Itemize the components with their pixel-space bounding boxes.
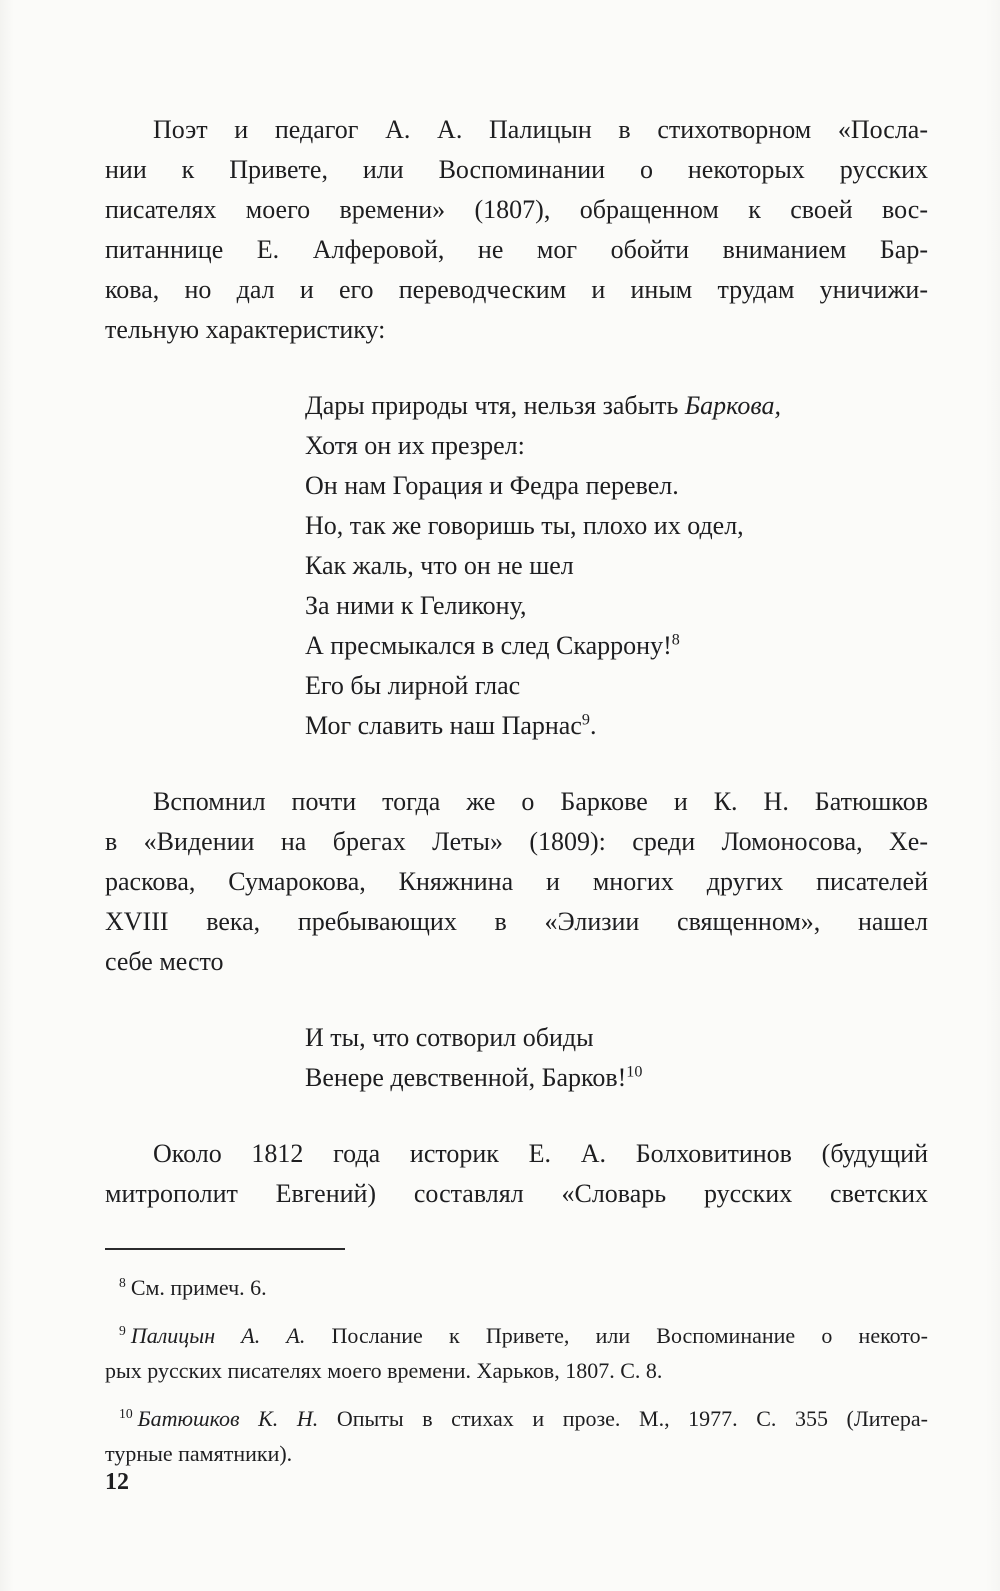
footnote-author-italic: Палицын А. А. (130, 1323, 306, 1348)
poem-text: Дары природы чтя, нельзя забыть (305, 391, 685, 420)
paragraph-1 (105, 110, 928, 350)
paragraph-line: Поэт и педагог А. А. Палицын в стихотворном «Посла- (153, 115, 928, 144)
footnote-line (105, 1318, 928, 1353)
poem-line: И ты, что сотворил обиды (305, 1023, 594, 1052)
footnote-text: Опыты в стихах и прозе. М., 1977. С. 355 (Литера- (318, 1406, 928, 1431)
paragraph-line: в «Видении на брегах Леты» (1809): среди Ломоносова, Хе- (105, 827, 928, 856)
footnote-number: 8 (119, 1274, 126, 1290)
poem-quote-2 (305, 1018, 928, 1098)
paragraph-line: Вспомнил почти тогда же о Баркове и К. Н. Батюшков (153, 787, 928, 816)
paragraph-line: питаннице Е. Алферовой, не мог обойти вниманием Бар- (105, 235, 928, 264)
footnote-number: 10 (119, 1405, 133, 1421)
footnote-line (105, 1401, 928, 1436)
poem-quote-1 (305, 386, 928, 746)
footnote-ref-8: 8 (671, 631, 680, 649)
paragraph-2 (105, 782, 928, 982)
footnotes-section (105, 1270, 928, 1471)
poem-line: Как жаль, что он не шел (305, 551, 574, 580)
paragraph-line: раскова, Сумарокова, Княжнина и многих других писателей (105, 867, 928, 896)
footnote-line: турные памятники). (105, 1441, 293, 1466)
poem-line: За ними к Геликону, (305, 591, 527, 620)
footnote-line (105, 1270, 928, 1305)
poem-line: Хотя он их презрел: (305, 431, 525, 460)
poem-text: Венере девственной, Барков! (305, 1063, 627, 1092)
poem-line: Его бы лирной глас (305, 671, 521, 700)
footnote-author-italic: Батюшков К. Н. (137, 1406, 319, 1431)
footnote-9 (105, 1318, 928, 1388)
poem-text: Мог славить наш Парнас (305, 711, 582, 740)
paragraph-3 (105, 1134, 928, 1214)
paragraph-line: себе место (105, 947, 224, 976)
footnote-8 (105, 1270, 928, 1305)
poem-line: Но, так же говоришь ты, плохо их одел, (305, 511, 744, 540)
paragraph-line: кова, но дал и его переводческим и иным трудам уничижи- (105, 275, 928, 304)
footnote-ref-9: 9 (581, 711, 590, 729)
paragraph-line: митрополит Евгений) составлял «Словарь русских светских (105, 1179, 928, 1208)
paragraph-line: XVIII века, пребывающих в «Элизии священном», нашел (105, 907, 928, 936)
poem-line (305, 626, 928, 666)
poem-line (305, 386, 928, 426)
body-text (105, 110, 928, 1214)
footnote-number: 9 (119, 1322, 126, 1338)
footnote-line: рых русских писателях моего времени. Харьков, 1807. С. 8. (105, 1358, 663, 1383)
poem-line: Он нам Горация и Федра перевел. (305, 471, 679, 500)
paragraph-line: Около 1812 года историк Е. А. Болховитинов (будущий (153, 1139, 928, 1168)
paragraph-line: тельную характеристику: (105, 315, 386, 344)
footnote-ref-10: 10 (626, 1063, 643, 1081)
poem-line (305, 706, 928, 746)
poem-italic-text: Баркова, (684, 391, 781, 420)
footnote-10 (105, 1401, 928, 1471)
paragraph-line: писателях моего времени» (1807), обращенном к своей вос- (105, 195, 928, 224)
footnote-divider (105, 1248, 345, 1250)
page-number: 12 (105, 1469, 129, 1495)
footnote-text: См. примеч. 6. (130, 1275, 267, 1300)
paragraph-line: нии к Привете, или Воспоминании о некоторых русских (105, 155, 928, 184)
poem-line (305, 1058, 928, 1098)
footnote-text: Послание к Привете, или Воспоминание о некото- (305, 1323, 929, 1348)
poem-text: А пресмыкался в след Скаррону! (305, 631, 672, 660)
poem-text: . (589, 711, 597, 740)
